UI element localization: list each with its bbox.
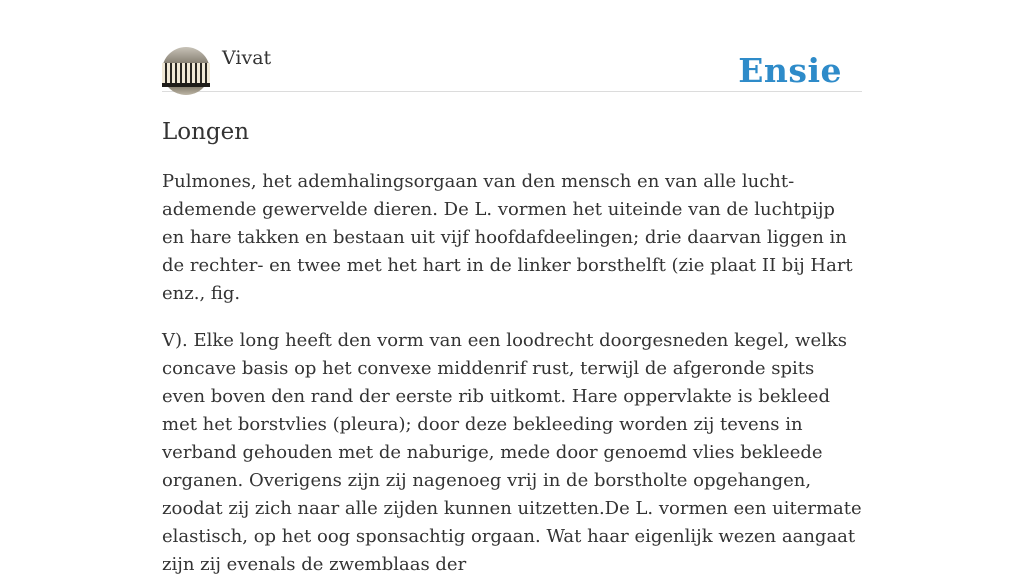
article-title: Longen [162,119,250,145]
page [162,0,862,579]
site-logo[interactable]: Ensie [738,51,842,90]
shelf-image [162,83,210,87]
bookshelf-image [162,63,210,85]
article-paragraph: Pulmones, het ademhalingsorgaan van den mensch en van alle lucht-ademende gewervelde dieren. De L. vormen het uiteinde van de luchtpijp en hare takken en bestaan uit vijf hoofdafdeelingen; drie daarvan liggen in de rechter- en twee met het hart in de linker borsthelft (zie plaat II bij Hart enz., fig. [162,171,853,304]
author-name[interactable]: Vivat [222,47,272,69]
header [162,0,862,92]
article-paragraph: V). Elke long heeft den vorm van een loodrecht doorgesneden kegel, welks concave basis op het convexe middenrif rust, terwijl de afgeronde spits even boven den rand der eerste rib uitkomt. Hare oppervlakte is bekleed met het borstvlies (pleura); door deze bekleeding worden zij tevens in verband gehouden met de naburige, mede door genoemd vlies bekleede organen. Overigens zijn zij nagenoeg vrij in de borstholte opgehangen, zoodat zij zich naar alle zijden kunnen uitzetten.De L. vormen een uitermate elastisch, op het oog sponsachtig orgaan. Wat haar eigenlijk wezen aangaat zijn zij evenals de zwemblaas der [162,330,862,575]
author-avatar[interactable] [162,47,210,95]
